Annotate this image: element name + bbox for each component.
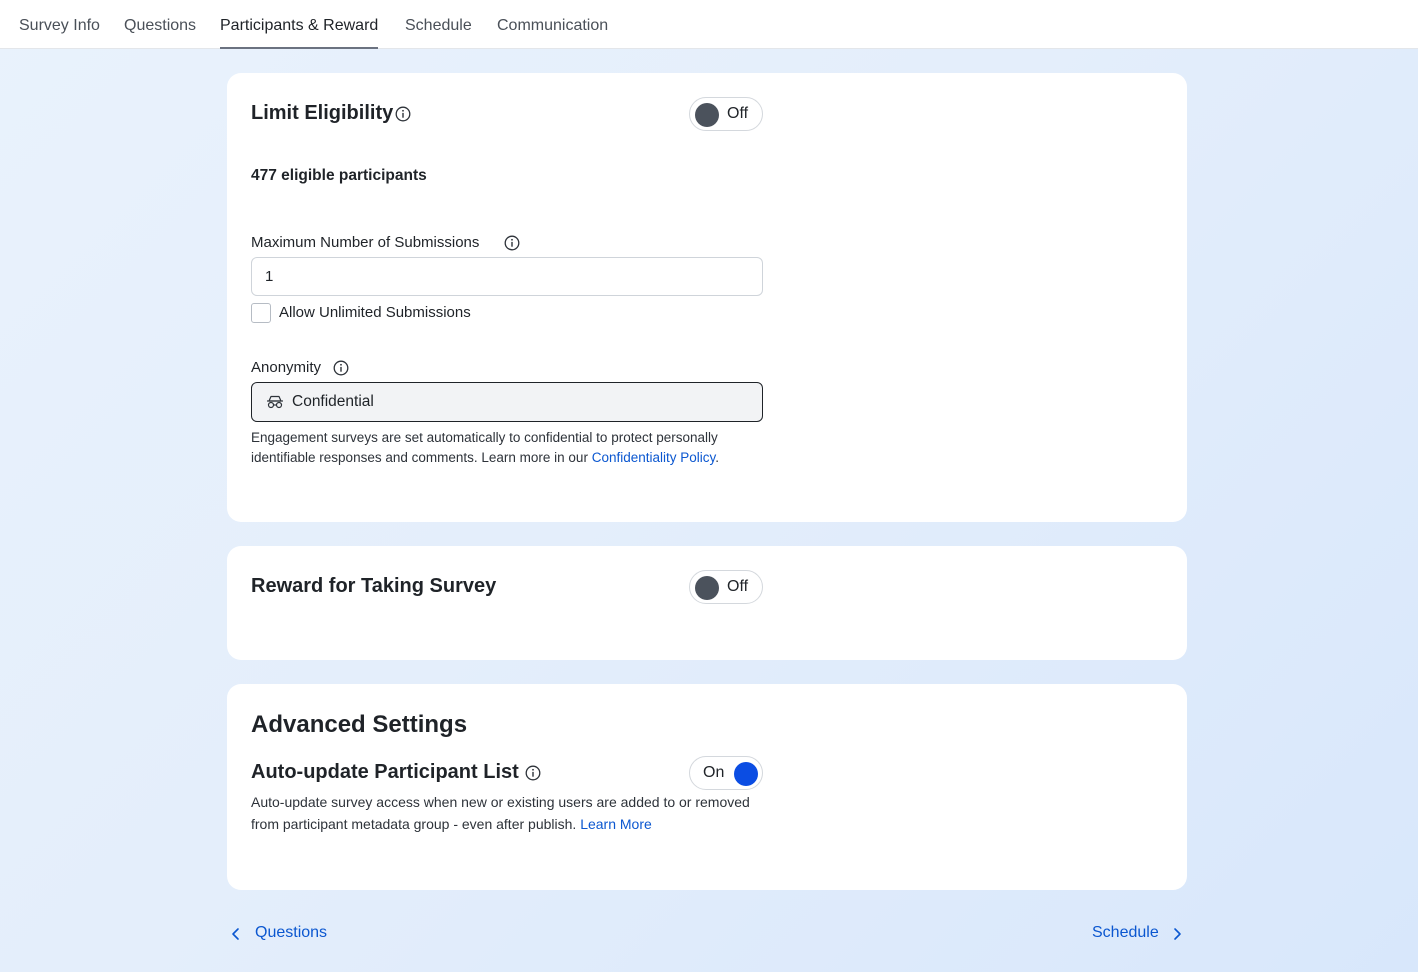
chevron-left-icon[interactable]	[229, 927, 243, 941]
anonymity-help-text: Engagement surveys are set automatically to confidential to protect personally identifiable responses and comments. Learn more in our	[251, 430, 718, 465]
anonymity-select[interactable]	[251, 382, 763, 422]
unlimited-submissions-label: Allow Unlimited Submissions	[279, 304, 471, 321]
anonymity-help	[251, 428, 771, 468]
max-submissions-label: Maximum Number of Submissions	[251, 234, 480, 251]
max-submissions-input[interactable]	[251, 257, 763, 296]
prev-questions-link[interactable]: Questions	[255, 924, 328, 941]
anonymity-help-end: .	[715, 450, 720, 465]
anonymity-label: Anonymity	[251, 359, 322, 376]
info-icon[interactable]	[395, 106, 411, 122]
tab-participants-reward[interactable]: Participants & Reward	[220, 0, 378, 49]
info-icon[interactable]	[333, 360, 349, 376]
toggle-knob	[734, 762, 758, 786]
info-icon[interactable]	[504, 235, 520, 251]
reward-card	[227, 546, 1187, 660]
info-icon[interactable]	[525, 765, 541, 781]
eligibility-card	[227, 73, 1187, 522]
reward-title: Reward for Taking Survey	[251, 575, 497, 597]
advanced-settings-title: Advanced Settings	[251, 711, 468, 738]
toggle-label: On	[703, 764, 725, 781]
learn-more-link[interactable]: Learn More	[580, 816, 652, 832]
tab-schedule[interactable]: Schedule	[405, 17, 472, 34]
tab-bar	[0, 0, 1418, 49]
chevron-right-icon[interactable]	[1170, 927, 1184, 941]
tab-survey-info[interactable]: Survey Info	[19, 17, 100, 34]
toggle-knob	[695, 576, 719, 600]
autoupdate-toggle[interactable]	[689, 756, 763, 790]
tab-communication[interactable]: Communication	[497, 17, 609, 34]
advanced-settings-card	[227, 684, 1187, 890]
toggle-label: Off	[727, 578, 749, 595]
autoupdate-help	[251, 791, 771, 835]
tab-questions[interactable]: Questions	[124, 17, 197, 34]
anonymity-value: Confidential	[292, 393, 374, 410]
confidentiality-policy-link[interactable]: Confidentiality Policy	[591, 450, 716, 465]
autoupdate-help-text: Auto-update survey access when new or existing users are added to or removed from participant metadata group - even after publish.	[251, 794, 750, 832]
autoupdate-title: Auto-update Participant List	[251, 761, 519, 783]
eligibility-toggle[interactable]	[689, 97, 763, 131]
incognito-icon	[266, 395, 284, 409]
toggle-label: Off	[727, 105, 749, 122]
eligible-count: 477 eligible participants	[251, 167, 427, 184]
unlimited-submissions-checkbox[interactable]	[251, 303, 271, 323]
next-schedule-link[interactable]: Schedule	[1092, 924, 1159, 941]
reward-toggle[interactable]	[689, 570, 763, 604]
toggle-knob	[695, 103, 719, 127]
eligibility-title: Limit Eligibility	[251, 102, 394, 124]
